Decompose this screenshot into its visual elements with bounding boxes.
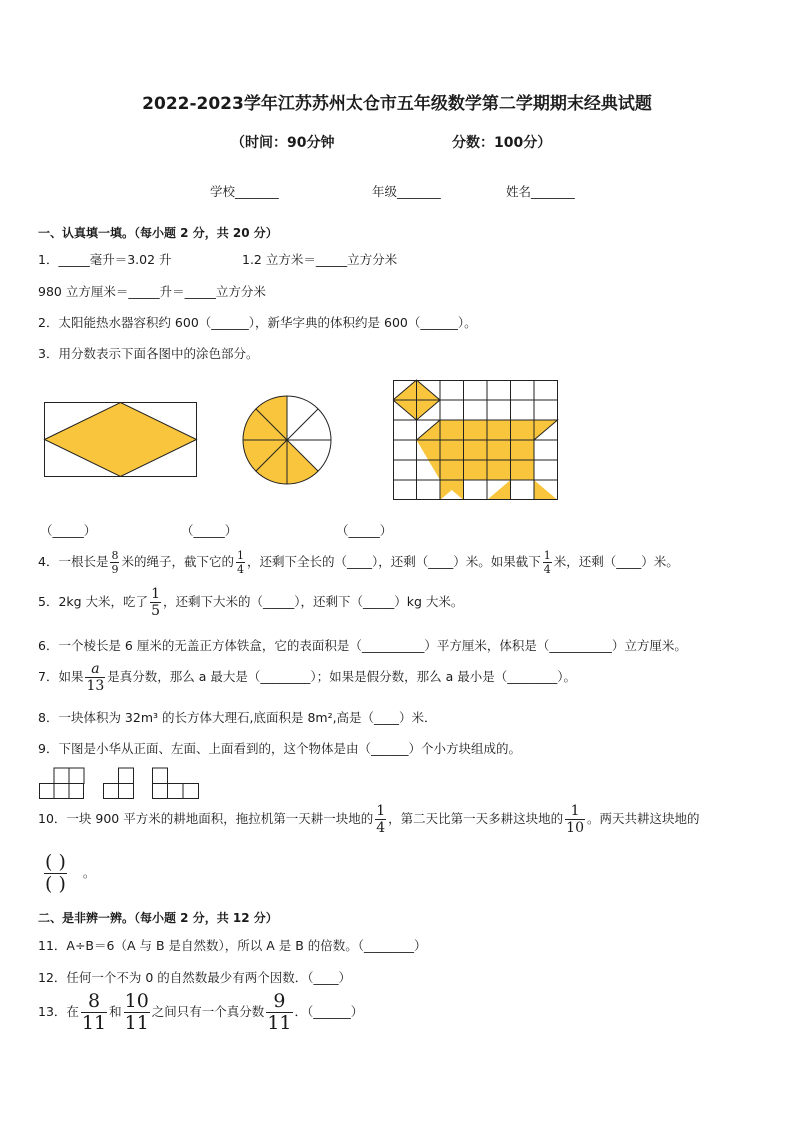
- answer-fraction-blank[interactable]: ( ) ( ): [45, 851, 66, 895]
- fraction: $\frac{1}{4}$: [376, 803, 386, 836]
- question-13: 13．在 $\frac{8}{11}$ 和 $\frac{10}{11}$ 之间只有一个真分数 $\frac{9}{11}$ ．（______）: [38, 990, 364, 1034]
- question-1b: 1.2 立方米＝_____立方分米: [242, 252, 398, 267]
- fraction: $\frac{8}{11}$: [81, 990, 107, 1034]
- question-9: 9．下图是小华从正面、左面、上面看到的，这个物体是由（______）个小方块组成的。: [38, 741, 521, 756]
- fraction: $\frac{1}{5}$: [151, 586, 160, 619]
- figure1-answer-blank[interactable]: （_____）: [40, 523, 97, 538]
- circle-figure: [241, 394, 333, 486]
- question-6: 6．一个棱长是 6 厘米的无盖正方体铁盒，它的表面积是（__________）平方厘米，体积是（__________）立方厘米。: [38, 638, 687, 653]
- question-12: 12．任何一个不为 0 的自然数最少有两个因数．（____）: [38, 970, 352, 985]
- question-10: 10．一块 900 平方米的耕地面积，拖拉机第一天耕一块地的 $\frac{1}{4}$ ，第二天比第一天多耕这块地的 $\frac{1}{10}$ 。两天共耕这块地的: [38, 803, 700, 836]
- figure2-answer-blank[interactable]: （_____）: [181, 523, 238, 538]
- section2-heading: 二、是非辨一辨。（每小题 2 分，共 12 分）: [38, 911, 278, 925]
- question-1c: 980 立方厘米＝_____升＝_____立方分米: [38, 284, 266, 299]
- exam-time: （时间：90分钟: [231, 135, 335, 151]
- fraction: $\frac{8}{9}$: [111, 549, 119, 576]
- question-8: 8．一块体积为 32m³ 的长方体大理石,底面积是 8m²,高是（____）米．: [38, 710, 437, 725]
- question-7: 7．如果 $\frac{a}{13}$ 是真分数，那么 a 最大是（________）；如果是假分数，那么 a 最小是（________）。: [38, 661, 576, 694]
- fraction: $\frac{1}{10}$: [566, 803, 584, 836]
- exam-score: 分数：100分）: [452, 135, 552, 151]
- fraction: $\frac{9}{11}$: [267, 990, 292, 1034]
- left-view-figure: [103, 767, 135, 799]
- question-1a: 1．_____毫升＝3.02 升: [38, 252, 172, 267]
- figure3-answer-blank[interactable]: （_____）: [336, 523, 393, 538]
- fraction: $\frac{10}{11}$: [124, 990, 149, 1034]
- name-field: 姓名_______: [506, 184, 575, 199]
- question-11: 11．A÷B＝6（A 与 B 是自然数），所以 A 是 B 的倍数。（________）: [38, 938, 427, 953]
- fraction: $\frac{1}{4}$: [543, 549, 551, 576]
- question-10-answer: ( ) ( ) 。: [45, 851, 96, 895]
- grid-figure: [393, 380, 559, 500]
- section1-heading: 一、认真填一填。（每小题 2 分，共 20 分）: [38, 226, 278, 240]
- grade-field: 年级_______: [372, 184, 441, 199]
- top-view-figure: [152, 767, 200, 799]
- fraction: $\frac{1}{4}$: [236, 549, 244, 576]
- question-2: 2．太阳能热水器容积约 600（______），新华字典的体积约是 600（______）。: [38, 315, 477, 330]
- front-view-figure: [39, 767, 85, 799]
- rhombus-figure: [44, 402, 198, 478]
- question-3: 3．用分数表示下面各图中的涂色部分。: [38, 346, 259, 361]
- fraction: $\frac{a}{13}$: [86, 661, 105, 694]
- question-5: 5．2kg 大米，吃了 $\frac{1}{5}$ ，还剩下大米的（_____），还剩下（_____）kg 大米。: [38, 586, 464, 619]
- question-4: 4．一根长是 $\frac{8}{9}$ 米的绳子，截下它的 $\frac{1}{4}$ ，还剩下全长的（____），还剩（____）米。如果截下 $\frac{1}{4}$ 米，还剩（____）米。: [38, 549, 679, 576]
- school-field: 学校_______: [210, 184, 279, 199]
- page-title: 2022-2023学年江苏苏州太仓市五年级数学第二学期期末经典试题: [142, 94, 652, 114]
